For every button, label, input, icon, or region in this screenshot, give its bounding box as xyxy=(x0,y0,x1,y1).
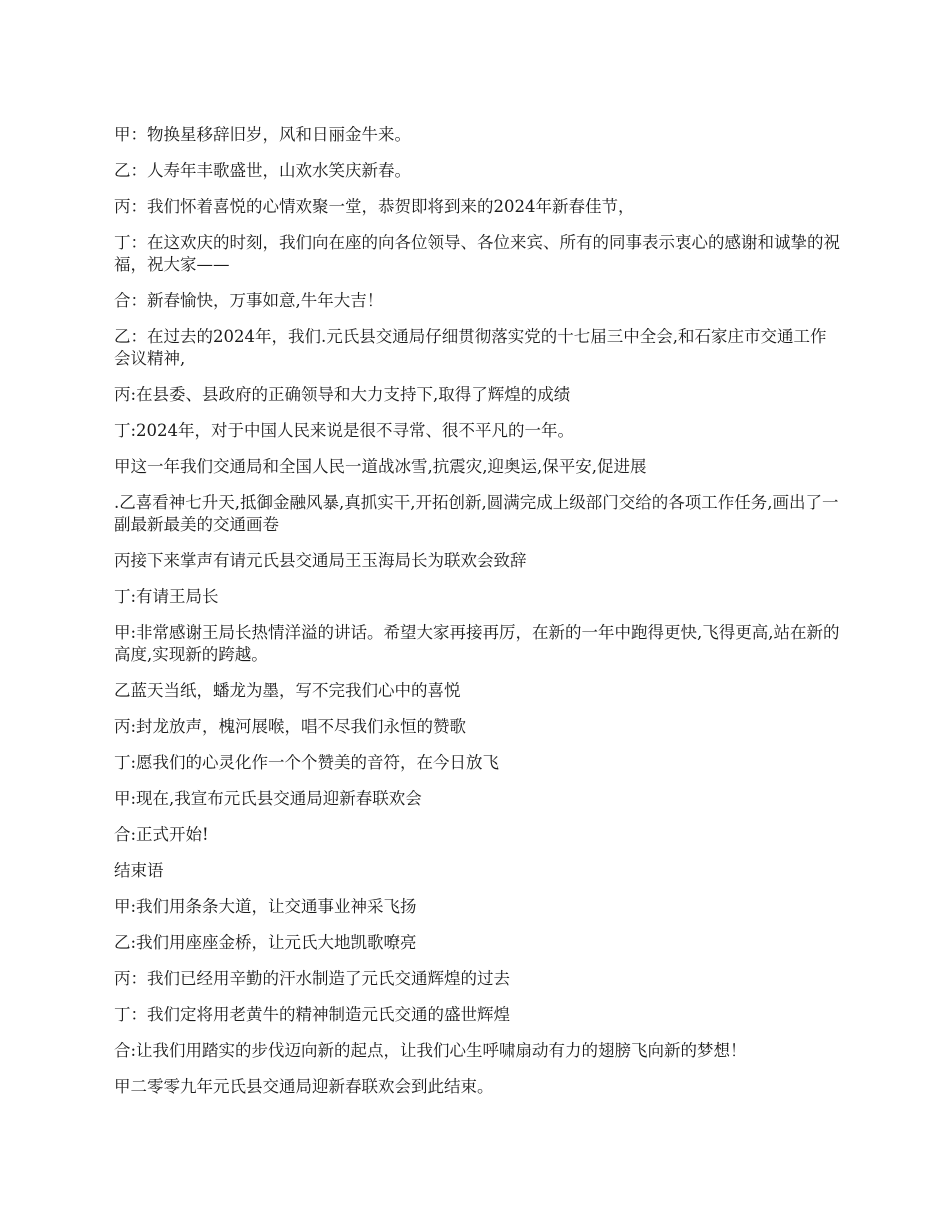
paragraph: 合：新春愉快，万事如意,牛年大吉！ xyxy=(114,291,384,310)
paragraph: 甲二零零九年元氏县交通局迎新春联欢会到此结束。 xyxy=(114,1077,494,1096)
paragraph: 丁:有请王局长 xyxy=(114,587,219,606)
paragraph: 丁:2024年，对于中国人民来说是很不寻常、很不平凡的一年。 xyxy=(114,421,575,440)
paragraph: 丙接下来掌声有请元氏县交通局王玉海局长为联欢会致辞 xyxy=(114,551,527,570)
paragraph: 丁：我们定将用老黄牛的精神制造元氏交通的盛世辉煌 xyxy=(114,1005,510,1024)
paragraph: 丁:愿我们的心灵化作一个个赞美的音符，在今日放飞 xyxy=(114,753,500,772)
paragraph: 甲:现在,我宣布元氏县交通局迎新春联欢会 xyxy=(114,789,422,808)
document-body xyxy=(114,124,840,1112)
paragraph: 丙:在县委、县政府的正确领导和大力支持下,取得了辉煌的成绩 xyxy=(114,385,571,404)
paragraph: 丙：我们怀着喜悦的心情欢聚一堂，恭贺即将到来的2024年新春佳节， xyxy=(114,197,635,216)
paragraph: 丁：在这欢庆的时刻，我们向在座的向各位领导、各位来宾、所有的同事表示衷心的感谢和诚挚的祝福，祝大家—— xyxy=(114,233,840,274)
paragraph: 乙：在过去的2024年，我们.元氏县交通局仔细贯彻落实党的十七届三中全会,和石家庄市交通工作会议精神, xyxy=(114,327,827,368)
paragraph: 甲:我们用条条大道，让交通事业神采飞扬 xyxy=(114,897,417,916)
paragraph: 丙：我们已经用辛勤的汗水制造了元氏交通辉煌的过去 xyxy=(114,969,510,988)
paragraph: 乙：人寿年丰歌盛世，山欢水笑庆新春。 xyxy=(114,161,411,180)
paragraph: 合:正式开始! xyxy=(114,825,209,844)
paragraph: 合:让我们用踏实的步伐迈向新的起点，让我们心生呼啸扇动有力的翅膀飞向新的梦想！ xyxy=(114,1041,747,1060)
section-heading: 结束语 xyxy=(114,861,164,880)
paragraph: 甲这一年我们交通局和全国人民一道战冰雪,抗震灾,迎奥运,保平安,促进展 xyxy=(114,457,647,476)
paragraph: 甲:非常感谢王局长热情洋溢的讲话。希望大家再接再厉，在新的一年中跑得更快,飞得更高,站在新的高度,实现新的跨越。 xyxy=(114,623,840,664)
paragraph: 甲：物换星移辞旧岁，风和日丽金牛来。 xyxy=(114,125,411,144)
paragraph: 乙蓝天当纸，蟠龙为墨，写不完我们心中的喜悦 xyxy=(114,681,461,700)
paragraph: .乙喜看神七升天,抵御金融风暴,真抓实干,开拓创新,圆满完成上级部门交给的各项工作任务,画出了一副最新最美的交通画卷 xyxy=(114,493,839,534)
paragraph: 丙:封龙放声，槐河展喉，唱不尽我们永恒的赞歌 xyxy=(114,717,467,736)
paragraph: 乙:我们用座座金桥，让元氏大地凯歌嘹亮 xyxy=(114,933,417,952)
